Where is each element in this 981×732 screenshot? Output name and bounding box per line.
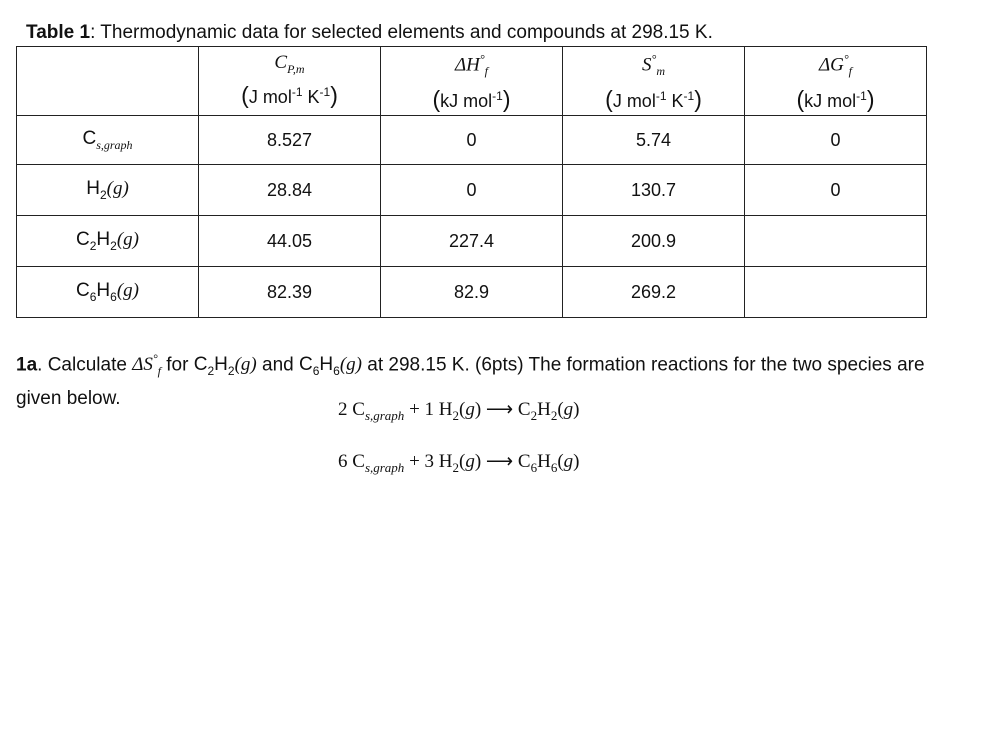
table-row (17, 216, 927, 267)
header-dg: $\Delta G^\circ_f$ (kJ mol$^{-1}$) (745, 47, 927, 116)
species-cell: $C_{s,graph}$ (17, 116, 199, 165)
header-dh-symbol: ΔH (454, 54, 480, 76)
cp-cell: 44.05 (199, 216, 381, 267)
reaction-c6h6: 6 $C_{s,graph} + 3$ $H_2(g)$ ⟶ $C_6H_6(g)$ (338, 451, 580, 475)
dg-cell (745, 267, 927, 318)
header-cp-symbol: C (274, 51, 288, 73)
header-dh-unit: kJ mol (440, 90, 493, 111)
thermodynamic-data-table (16, 46, 927, 318)
header-dg-symbol: ΔG (818, 54, 844, 76)
header-cp-unit: J mol (248, 87, 292, 108)
header-s-unit: J mol (612, 90, 656, 111)
table-row (17, 267, 927, 318)
species-cell: $H_2(g)$ (17, 165, 199, 216)
dh-cell: 82.9 (381, 267, 563, 318)
species-cell: $C_6H_6(g)$ (17, 267, 199, 318)
header-s: $S^\circ_m$ (J mol$^{-1}$ $K^{-1}$) (563, 47, 745, 116)
cp-cell: 8.527 (199, 116, 381, 165)
table-row (17, 165, 927, 216)
dg-cell: 0 (745, 116, 927, 165)
dh-cell: 0 (381, 116, 563, 165)
header-dh: $\Delta H^\circ_f$ (kJ mol$^{-1}$) (381, 47, 563, 116)
cp-cell: 82.39 (199, 267, 381, 318)
dh-cell: 227.4 (381, 216, 563, 267)
species-c6h6: $C_6H_6(g)$ (299, 354, 362, 379)
dh-cell: 0 (381, 165, 563, 216)
dg-cell: 0 (745, 165, 927, 216)
species-cell: $C_2H_2(g)$ (17, 216, 199, 267)
delta-s-symbol: $\Delta S^\circ_f$ (132, 352, 161, 379)
cp-cell: 28.84 (199, 165, 381, 216)
species-c2h2: $C_2H_2(g)$ (193, 354, 257, 379)
dg-cell (745, 216, 927, 267)
reaction-c2h2: 2 $C_{s,graph} + 1$ $H_2(g)$ ⟶ $C_2H_2(g)$ (338, 399, 580, 423)
table-caption-text: : Thermodynamic data for selected elements and compounds at 298.15 K. (90, 22, 713, 43)
header-dg-unit: kJ mol (804, 90, 857, 111)
header-empty-cell (17, 47, 199, 116)
s-cell: 200.9 (563, 216, 745, 267)
question-label: 1a (16, 354, 38, 376)
table-header-row (17, 47, 927, 116)
question-1a: 1a. Calculate $\Delta S^\circ_f$ for $C_2H_2(g)$ and $C_6H_6(g)$ at 298.15 K. (6pts) The formation reactions for the two species are given below. (16, 352, 925, 410)
header-cp-subscript: P,m (287, 61, 305, 76)
s-cell: 5.74 (563, 116, 745, 165)
header-s-symbol: S (642, 54, 652, 76)
s-cell: 130.7 (563, 165, 745, 216)
s-cell: 269.2 (563, 267, 745, 318)
header-cp: $C_{P,m}$ (J mol$^{-1}$ $K^{-1}$) (199, 47, 381, 116)
table-row (17, 116, 927, 165)
table-caption (26, 22, 713, 44)
table-caption-label: Table 1 (26, 22, 91, 43)
